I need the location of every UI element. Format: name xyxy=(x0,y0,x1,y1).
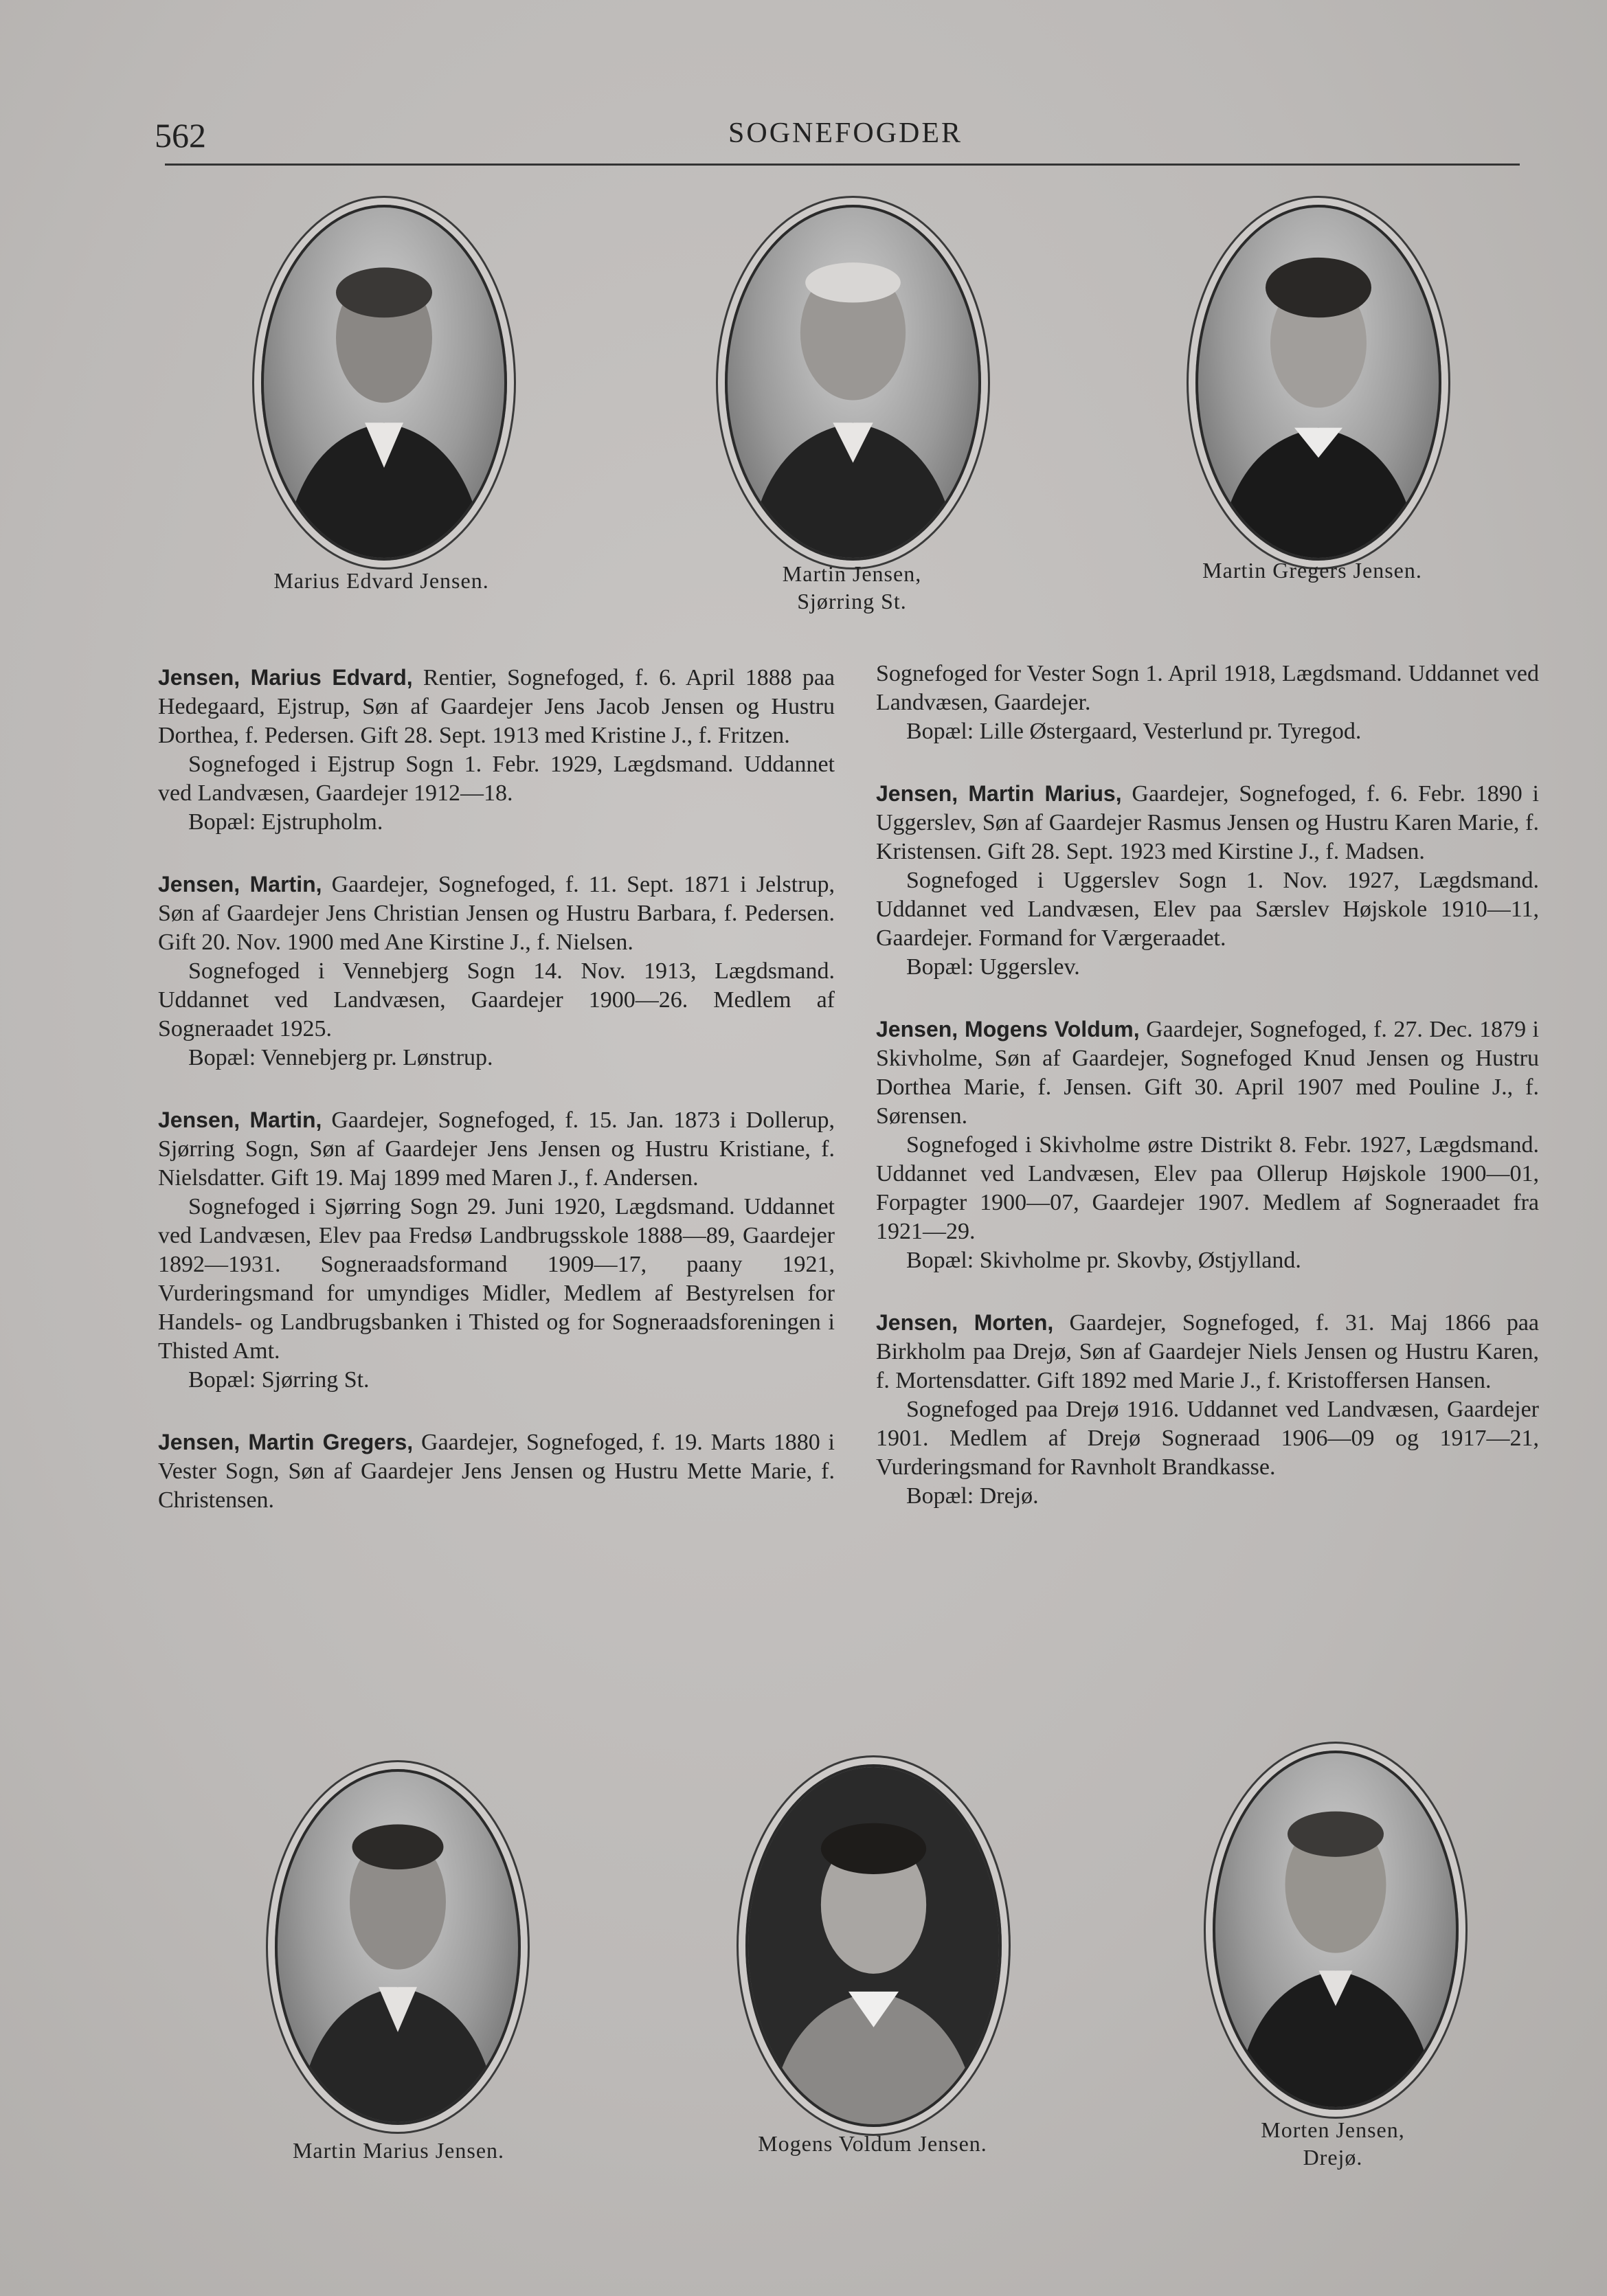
portrait-caption-line: Drejø. xyxy=(1303,2145,1363,2170)
entry-text: Sognefoged i Skivholme østre Distrikt 8. Febr. 1927, Lægdsmand. Uddannet ved Landvæsen, Elev paa Ollerup Højskole 1900—01, Forpagter 1900—07, Gaardejer 1907. Medlem af Sogneraadet fra 1921—29. xyxy=(876,1132,1539,1244)
entry-residence: Bopæl: Vennebjerg pr. Lønstrup. xyxy=(188,1045,493,1070)
portrait-photo-icon xyxy=(1215,1753,1456,2107)
entry-text: Sognefoged i Ejstrup Sogn 1. Febr. 1929, Lægdsmand. Uddannet ved Landvæsen, Gaardejer 1912—18. xyxy=(158,752,835,806)
entry-name: Jensen, Martin Gregers, xyxy=(158,1430,414,1454)
portrait-caption xyxy=(711,560,993,615)
portrait-caption: Marius Edvard Jensen. xyxy=(273,568,489,593)
biography-entry-continued xyxy=(876,660,1539,746)
running-title: SOGNEFOGDER xyxy=(728,117,963,149)
portrait-photo-icon xyxy=(728,207,978,558)
entry-residence: Bopæl: Skivholme pr. Skovby, Østjylland. xyxy=(906,1248,1301,1273)
entry-text: Sognefoged i Vennebjerg Sogn 14. Nov. 1913, Lægdsmand. Uddannet ved Landvæsen, Gaardejer 1900—26. Medlem af Sogneraadet 1925. xyxy=(158,958,835,1042)
entry-text: Gaardejer, Sognefoged, f. 19. Marts 1880 i Vester Sogn, Søn af Gaardejer Jens Jensen og Hustru Mette Marie, f. Christensen. xyxy=(158,1430,835,1513)
entry-name: Jensen, Martin, xyxy=(158,872,322,897)
portrait-mogens-voldum-jensen xyxy=(745,1764,1002,2127)
entry-name: Jensen, Mogens Voldum, xyxy=(876,1017,1140,1042)
portrait-martin-marius-jensen xyxy=(275,1769,521,2125)
biography-entry xyxy=(876,1015,1539,1275)
entry-residence: Bopæl: Ejstrupholm. xyxy=(188,809,383,835)
portrait-photo-icon xyxy=(264,207,504,558)
portrait-caption-line: Martin Jensen, xyxy=(782,561,922,586)
entry-text: Gaardejer, Sognefoged, f. 27. Dec. 1879 i Skivholme, Søn af Gaardejer, Sognefoged Knud Jensen og Hustru Dorthea Marie, f. Jensen. Gift 30. April 1907 med Pouline J., f. Sørensen. xyxy=(876,1017,1539,1129)
entry-text: Sognefoged i Sjørring Sogn 29. Juni 1920, Lægdsmand. Uddannet ved Landvæsen, Elev paa Fredsø Landbrugsskole 1888—89, Gaardejer 1892—1931. Sogneraadsformand 1909—17, paany 1921, Vurderingsmand for umyndiges Midler, Medlem af Bestyrelsen for Handels- og Landbrugsbanken i Thisted og for Sogneraadsforeningen i Thisted Amt. xyxy=(158,1194,835,1364)
portrait-caption: Mogens Voldum Jensen. xyxy=(758,2131,987,2156)
portrait-caption-line: Morten Jensen, xyxy=(1261,2117,1405,2142)
portrait-photo-icon xyxy=(278,1772,518,2122)
entry-text: Rentier, Sognefoged, f. 6. April 1888 paa Hedegaard, Ejstrup, Søn af Gaardejer Jens Jacob Jensen og Hustru Dorthea, f. Pedersen. Gift 28. Sept. 1913 med Kristine J., f. Fritzen. xyxy=(158,665,835,748)
portrait-caption xyxy=(1195,2116,1470,2171)
portrait-photo-icon xyxy=(748,1767,999,2124)
biography-entry xyxy=(158,1428,835,1515)
entry-text: Gaardejer, Sognefoged, f. 11. Sept. 1871 i Jelstrup, Søn af Gaardejer Jens Christian Jensen og Hustru Barbara, f. Pedersen. Gift 20. Nov. 1900 med Ane Kirstine J., f. Nielsen. xyxy=(158,872,835,955)
entry-residence: Bopæl: Lille Østergaard, Vesterlund pr. Tyregod. xyxy=(906,719,1362,744)
entry-residence: Bopæl: Sjørring St. xyxy=(188,1367,370,1393)
entry-text: Sognefoged for Vester Sogn 1. April 1918, Lægdsmand. Uddannet ved Landvæsen, Gaardejer. xyxy=(876,661,1539,715)
entry-text: Sognefoged paa Drejø 1916. Uddannet ved Landvæsen, Gaardejer 1901. Medlem af Drejø Sogneraad 1906—09 og 1917—21, Vurderingsmand for Ravnholt Brandkasse. xyxy=(876,1397,1539,1480)
entry-text: Gaardejer, Sognefoged, f. 31. Maj 1866 paa Birkholm paa Drejø, Søn af Gaardejer Niels Jensen og Hustru Karen, f. Mortensdatter. Gift 1892 med Marie J., f. Kristoffersen Hansen. xyxy=(876,1310,1539,1393)
portrait-morten-jensen-drejo xyxy=(1213,1751,1459,2110)
entry-name: Jensen, Martin Marius, xyxy=(876,781,1122,806)
portrait-caption-line: Sjørring St. xyxy=(797,589,907,614)
left-column xyxy=(158,663,835,1548)
page-number: 562 xyxy=(155,116,206,155)
biography-entry xyxy=(158,870,835,1072)
portrait-photo-icon xyxy=(1198,207,1439,558)
portrait-martin-gregers-jensen xyxy=(1195,205,1441,561)
right-column xyxy=(876,660,1539,1544)
portrait-marius-edvard-jensen xyxy=(261,205,507,561)
entry-name: Jensen, Martin, xyxy=(158,1107,322,1132)
entry-residence: Bopæl: Uggerslev. xyxy=(906,954,1080,980)
entry-name: Jensen, Marius Edvard, xyxy=(158,665,413,690)
portrait-caption: Martin Marius Jensen. xyxy=(292,2138,505,2163)
header-rule xyxy=(165,164,1520,166)
biography-entry xyxy=(876,779,1539,982)
biography-entry xyxy=(158,663,835,837)
entry-name: Jensen, Morten, xyxy=(876,1310,1054,1335)
entry-text: Gaardejer, Sognefoged, f. 15. Jan. 1873 i Dollerup, Sjørring Sogn, Søn af Gaardejer Jens Jensen og Hustru Kristiane, f. Nielsdatter. Gift 19. Maj 1899 med Maren J., f. Andersen. xyxy=(158,1107,835,1191)
biography-entry xyxy=(876,1308,1539,1511)
entry-text: Sognefoged i Uggerslev Sogn 1. Nov. 1927, Lægdsmand. Uddannet ved Landvæsen, Elev paa Særslev Højskole 1910—11, Gaardejer. Formand for Værgeraadet. xyxy=(876,868,1539,951)
entry-residence: Bopæl: Drejø. xyxy=(906,1483,1039,1509)
portrait-martin-jensen-sjorring xyxy=(725,205,981,561)
entry-text: Gaardejer, Sognefoged, f. 6. Febr. 1890 i Uggerslev, Søn af Gaardejer Rasmus Jensen og Hustru Karen Marie, f. Kristensen. Gift 28. Sept. 1923 med Kirstine J., f. Madsen. xyxy=(876,781,1539,864)
biography-entry xyxy=(158,1105,835,1395)
portrait-caption: Martin Gregers Jensen. xyxy=(1202,558,1422,583)
